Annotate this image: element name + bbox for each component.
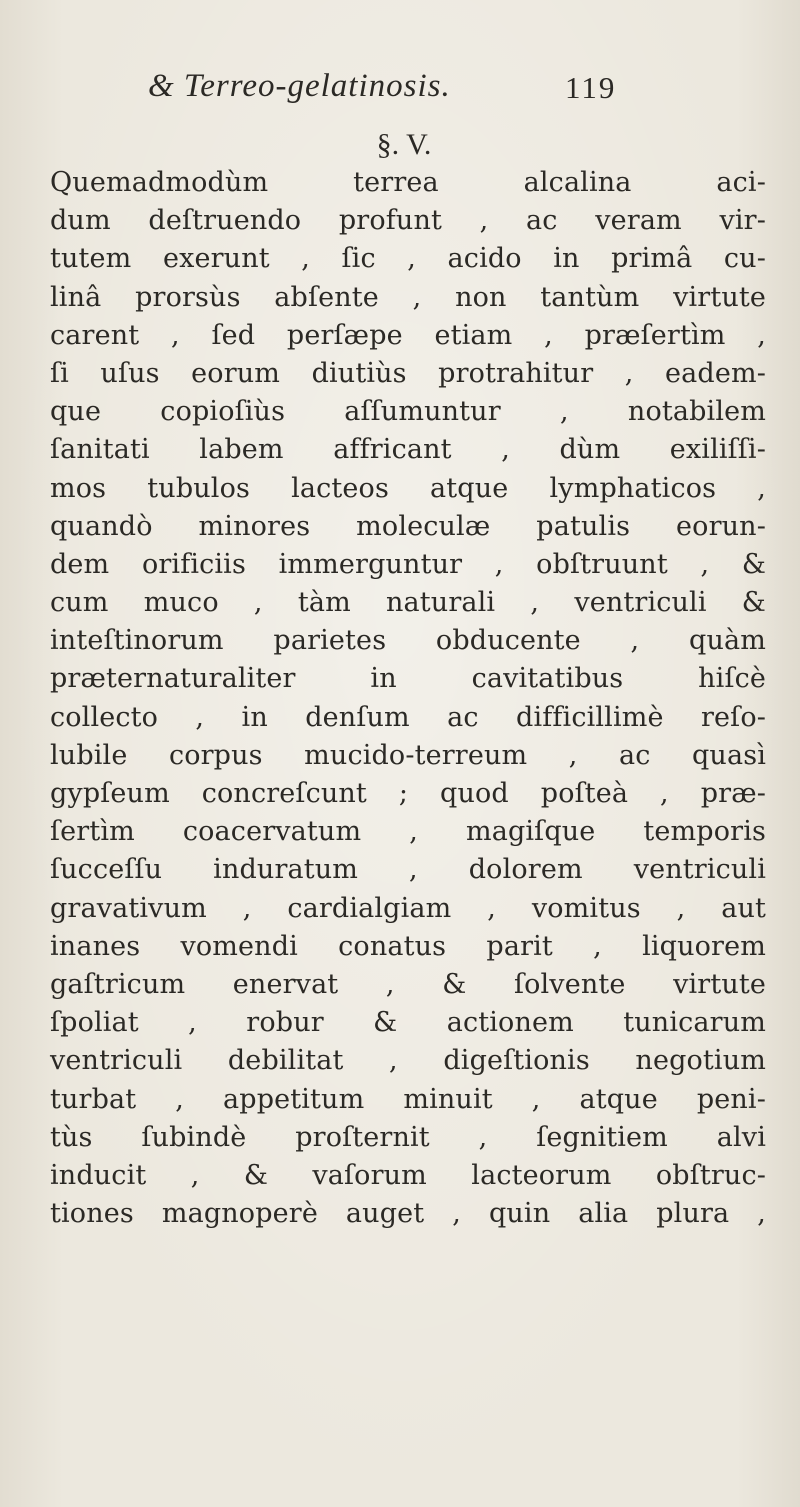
- text-line: gravativum , cardialgiam , vomitus , aut: [50, 892, 766, 924]
- text-line: inanes vomendi conatus parit , liquorem: [50, 930, 766, 962]
- text-line: Quemadmodùm terrea alcalina aci-: [50, 167, 766, 198]
- text-line: inducit , & vaſorum lacteorum obſtruc-: [50, 1159, 766, 1191]
- text-line: gaſtricum enervat , & ſolvente virtute: [50, 968, 766, 1000]
- text-line: carent , ſed perſæpe etiam , præſertìm ,: [50, 319, 766, 351]
- running-head: [0, 68, 800, 118]
- text-line: cum muco , tàm naturali , ventriculi &: [50, 587, 766, 619]
- text-line: dum deſtruendo profunt , ac veram vir-: [50, 205, 766, 237]
- text-line: ſucceſſu induratum , dolorem ventriculi: [50, 854, 766, 886]
- text-line: turbat , appetitum minuit , atque peni-: [50, 1083, 766, 1115]
- text-line: linâ prorsùs abſente , non tantùm virtute: [50, 281, 766, 313]
- text-line: tiones magnoperè auget , quin alia plura ,: [50, 1198, 766, 1230]
- text-line: ſi uſus eorum diutiùs protrahitur , eadem-: [50, 357, 766, 389]
- body-text: [50, 164, 766, 1233]
- text-line: inteſtinorum parietes obducente , quàm: [50, 625, 766, 657]
- text-line: præternaturaliter in cavitatibus hiſcè: [50, 663, 766, 695]
- text-line: mos tubulos lacteos atque lymphaticos ,: [50, 472, 766, 504]
- text-line: ſanitati labem affricant , dùm exiliſſi-: [50, 434, 766, 466]
- section-heading: §. V.: [376, 128, 432, 161]
- text-line: lubile corpus mucido-terreum , ac quasì: [50, 739, 766, 771]
- text-line: dem orificiis immerguntur , obſtruunt , &: [50, 548, 766, 580]
- text-line: tùs ſubindè proſternit , ſegnitiem alvi: [50, 1121, 766, 1153]
- text-line: tutem exerunt , ſic , acido in primâ cu-: [50, 243, 766, 275]
- text-line: que copioſiùs aſſumuntur , notabilem: [50, 396, 766, 428]
- page-number: 119: [565, 70, 617, 105]
- text-line: ventriculi debilitat , digeſtionis negotium: [50, 1045, 766, 1077]
- text-line: gypſeum concreſcunt ; quod poſteà , præ-: [50, 778, 766, 809]
- text-line: collecto , in denſum ac difficillimè reſo-: [50, 701, 766, 733]
- text-line: quandò minores moleculæ patulis eorun-: [50, 510, 766, 542]
- running-title: & Terreo-gelatinosis.: [148, 68, 451, 104]
- text-line: ſertìm coacervatum , magiſque temporis: [50, 816, 766, 848]
- text-line: ſpoliat , robur & actionem tunicarum: [50, 1007, 766, 1039]
